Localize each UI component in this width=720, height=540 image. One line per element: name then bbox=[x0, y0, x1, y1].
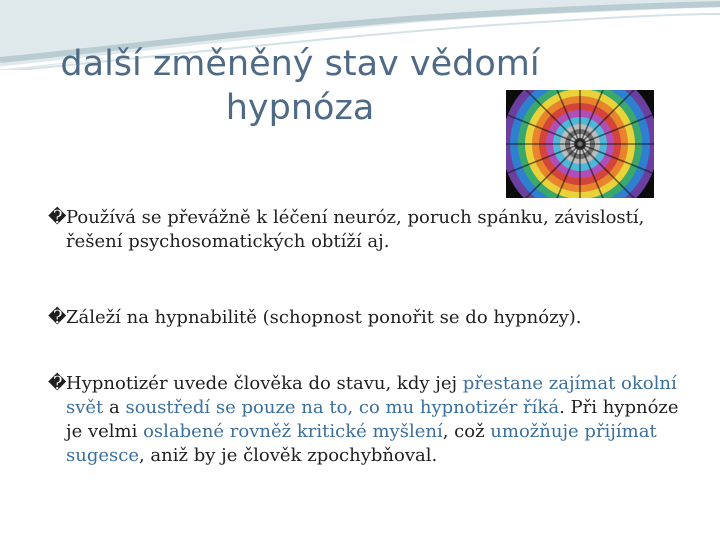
highlighted-text: soustředí se pouze na to, co mu hypnotizér říká bbox=[125, 397, 560, 418]
bullet-text: Hypnotizér uvede člověka do stavu, kdy jej přestane zajímat okolní svět a soustředí se pouze na to, co mu hypnotizér říká. Při hypnóze je velmi oslabené rovněž kritické myšlení, což umožňuje přijímat sugesce, aniž by je člověk zpochybňoval. bbox=[66, 373, 679, 466]
highlighted-text: umožňuje přijímat sugesce bbox=[66, 421, 657, 466]
slide-title bbox=[60, 42, 540, 130]
slide-title-line-1: další změněný stav vědomí bbox=[60, 44, 540, 84]
bullet-item bbox=[48, 372, 688, 468]
bullet-item bbox=[48, 306, 688, 330]
bullet-glyph: � bbox=[48, 207, 67, 228]
hypnotic-spiral-image bbox=[506, 90, 654, 198]
bullet-text: Používá se převážně k léčení neuróz, poruch spánku, závislostí, řešení psychosomatických obtíží aj. bbox=[66, 207, 645, 252]
bullet-glyph: � bbox=[48, 373, 67, 394]
highlighted-text: oslabené rovněž kritické myšlení bbox=[143, 421, 443, 442]
bullet-glyph: � bbox=[48, 307, 67, 328]
slide-title-line-2: hypnóza bbox=[225, 88, 375, 128]
bullet-text: Záleží na hypnabilitě (schopnost ponořit se do hypnózy). bbox=[66, 307, 582, 328]
highlighted-text: přestane zajímat okolní svět bbox=[66, 373, 677, 418]
bullet-item bbox=[48, 206, 688, 254]
